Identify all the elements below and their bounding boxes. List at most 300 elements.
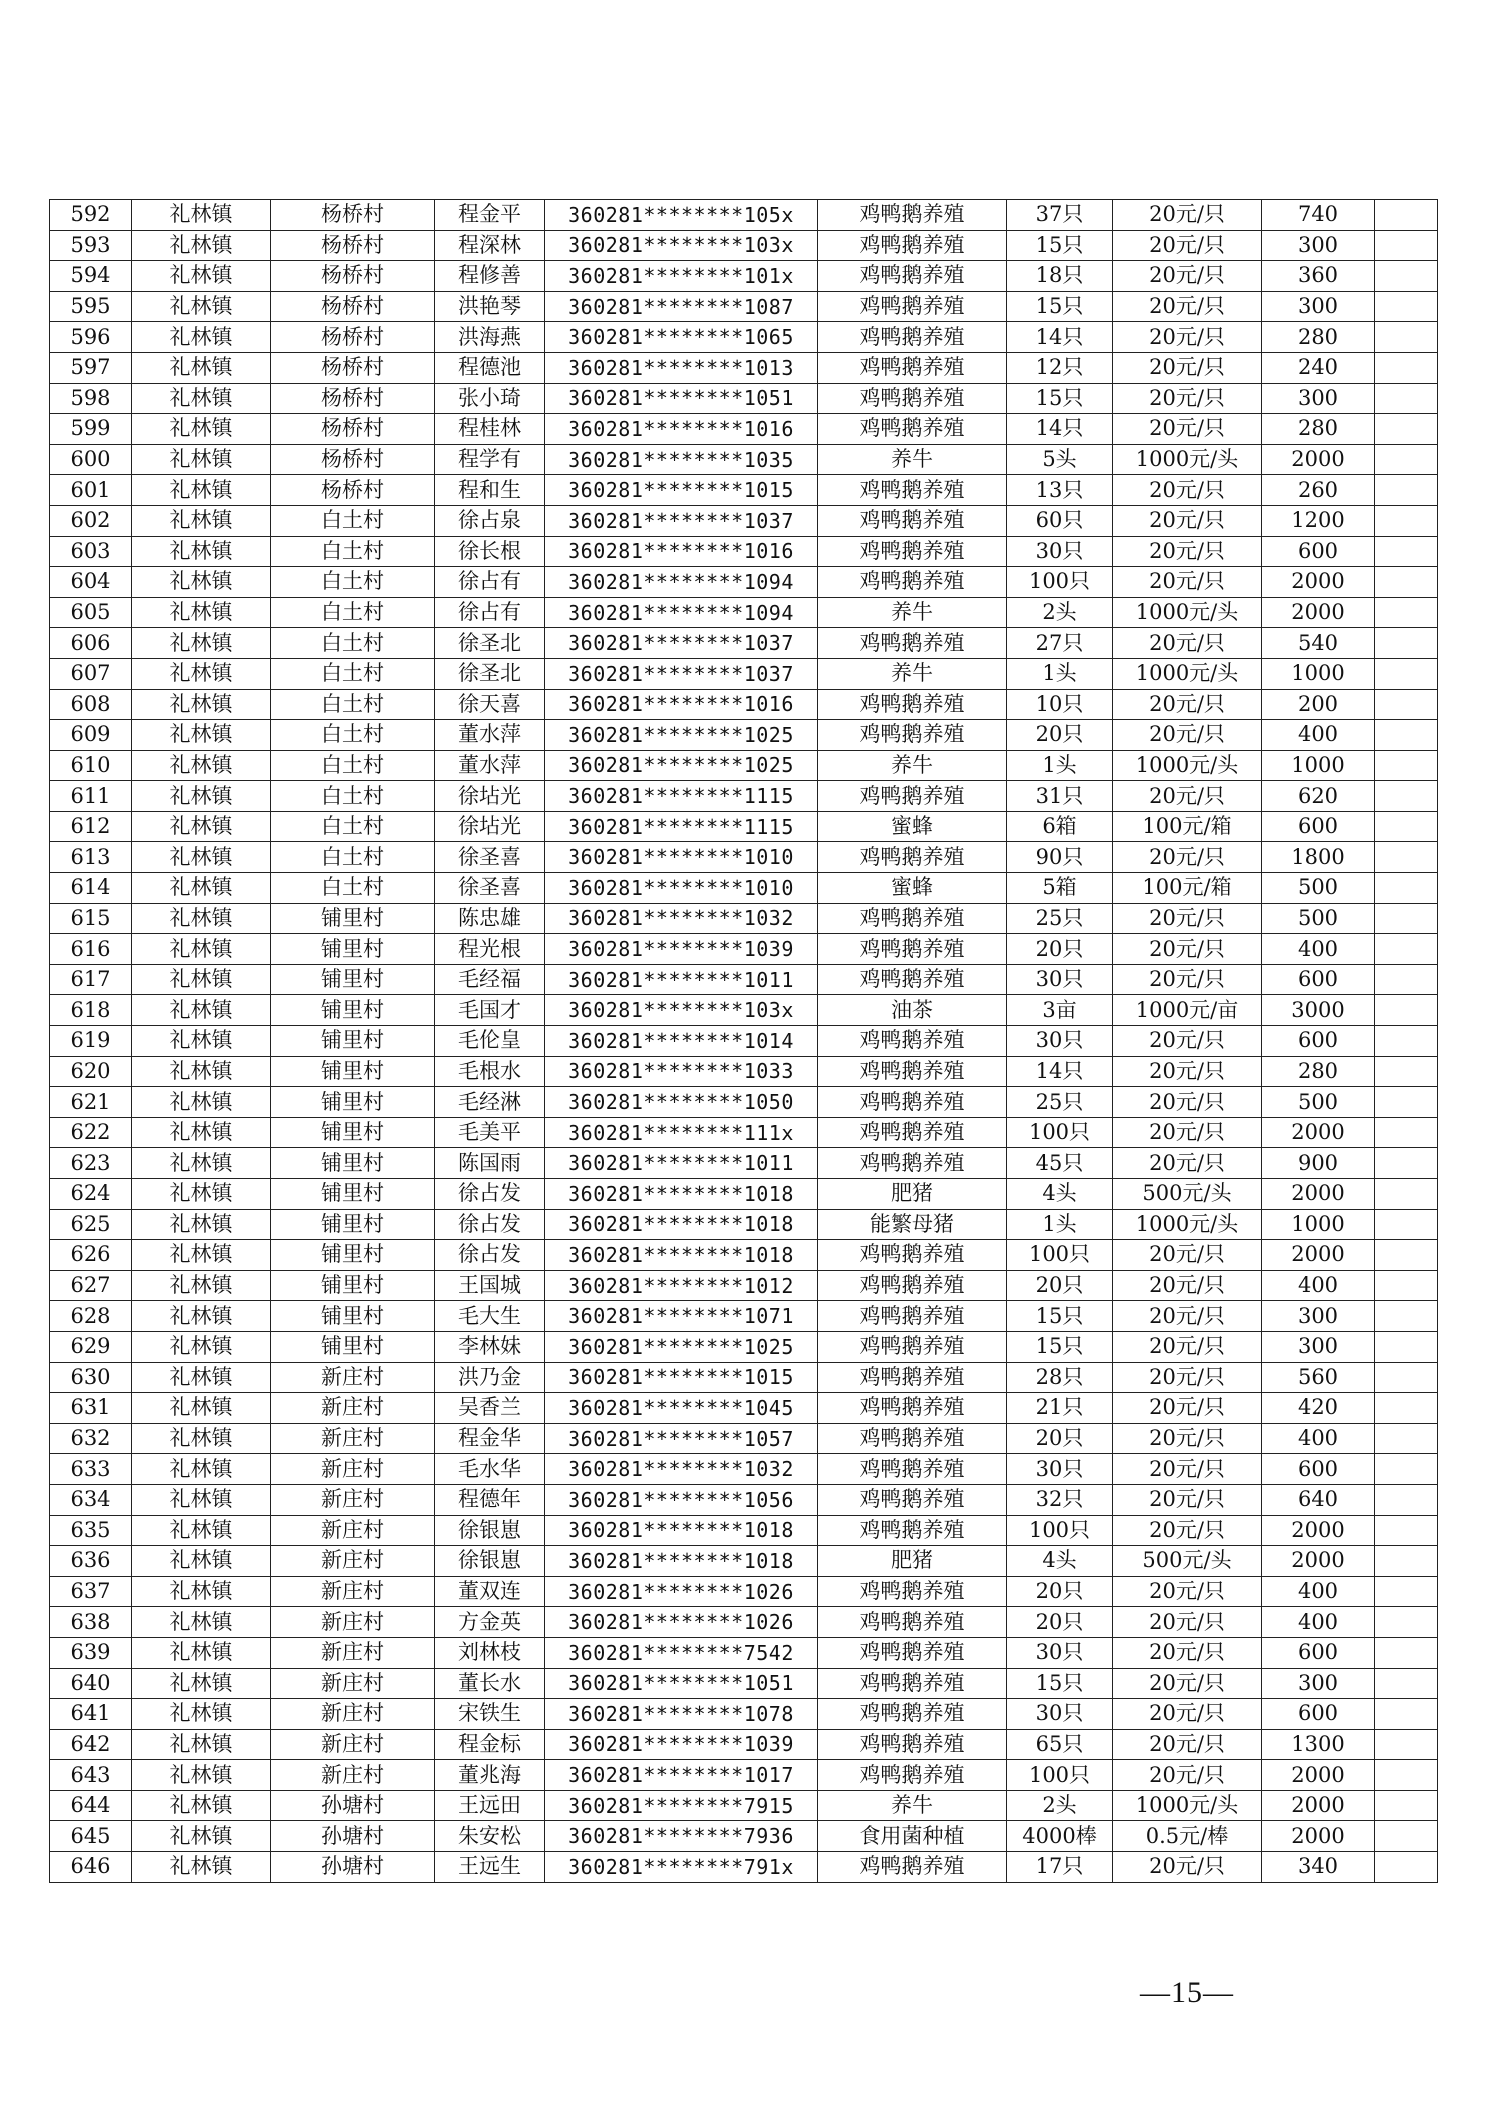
id-number-cell: 360281********1015 (545, 475, 818, 506)
table-row (50, 383, 1438, 414)
project-cell: 鸡鸭鹅养殖 (818, 567, 1007, 598)
village-cell: 新庄村 (271, 1668, 435, 1699)
town-cell: 礼林镇 (132, 1454, 271, 1485)
id-number-cell: 360281********1078 (545, 1699, 818, 1730)
village-cell: 杨桥村 (271, 200, 435, 231)
village-cell: 白土村 (271, 628, 435, 659)
town-cell: 礼林镇 (132, 1607, 271, 1638)
quantity-cell: 18只 (1007, 261, 1113, 292)
quantity-cell: 20只 (1007, 934, 1113, 965)
name-cell: 程德池 (435, 352, 545, 383)
remark-cell (1375, 1362, 1438, 1393)
standard-cell: 20元/只 (1113, 1576, 1262, 1607)
id-number-cell: 360281********1025 (545, 720, 818, 751)
table-row (50, 1423, 1438, 1454)
name-cell: 徐天喜 (435, 689, 545, 720)
village-cell: 杨桥村 (271, 444, 435, 475)
village-cell: 铺里村 (271, 1331, 435, 1362)
remark-cell (1375, 842, 1438, 873)
town-cell: 礼林镇 (132, 1852, 271, 1883)
project-cell: 鸡鸭鹅养殖 (818, 1301, 1007, 1332)
quantity-cell: 14只 (1007, 414, 1113, 445)
remark-cell (1375, 1240, 1438, 1271)
village-cell: 杨桥村 (271, 322, 435, 353)
quantity-cell: 20只 (1007, 1423, 1113, 1454)
id-number-cell: 360281********1056 (545, 1484, 818, 1515)
table-row (50, 352, 1438, 383)
town-cell: 礼林镇 (132, 1729, 271, 1760)
amount-cell: 2000 (1262, 444, 1375, 475)
table-row (50, 1699, 1438, 1730)
id-number-cell: 360281********1032 (545, 1454, 818, 1485)
amount-cell: 740 (1262, 200, 1375, 231)
remark-cell (1375, 444, 1438, 475)
village-cell: 新庄村 (271, 1760, 435, 1791)
table-row (50, 322, 1438, 353)
name-cell: 徐圣喜 (435, 873, 545, 904)
row-number-cell: 618 (50, 995, 132, 1026)
id-number-cell: 360281********1013 (545, 352, 818, 383)
quantity-cell: 30只 (1007, 1454, 1113, 1485)
remark-cell (1375, 567, 1438, 598)
name-cell: 董长水 (435, 1668, 545, 1699)
quantity-cell: 12只 (1007, 352, 1113, 383)
id-number-cell: 360281********1011 (545, 1148, 818, 1179)
project-cell: 蜜蜂 (818, 811, 1007, 842)
village-cell: 白土村 (271, 811, 435, 842)
standard-cell: 20元/只 (1113, 1362, 1262, 1393)
quantity-cell: 25只 (1007, 1087, 1113, 1118)
quantity-cell: 5头 (1007, 444, 1113, 475)
id-number-cell: 360281********1017 (545, 1760, 818, 1791)
id-number-cell: 360281********1057 (545, 1423, 818, 1454)
village-cell: 铺里村 (271, 1209, 435, 1240)
project-cell: 鸡鸭鹅养殖 (818, 1423, 1007, 1454)
row-number-cell: 604 (50, 567, 132, 598)
village-cell: 新庄村 (271, 1515, 435, 1546)
remark-cell (1375, 720, 1438, 751)
project-cell: 鸡鸭鹅养殖 (818, 200, 1007, 231)
name-cell: 程金华 (435, 1423, 545, 1454)
table-row (50, 934, 1438, 965)
name-cell: 毛大生 (435, 1301, 545, 1332)
id-number-cell: 360281********1051 (545, 383, 818, 414)
project-cell: 鸡鸭鹅养殖 (818, 1148, 1007, 1179)
table-row (50, 414, 1438, 445)
amount-cell: 400 (1262, 1576, 1375, 1607)
amount-cell: 600 (1262, 1026, 1375, 1057)
amount-cell: 2000 (1262, 1760, 1375, 1791)
standard-cell: 1000元/头 (1113, 444, 1262, 475)
project-cell: 养牛 (818, 444, 1007, 475)
project-cell: 养牛 (818, 658, 1007, 689)
project-cell: 鸡鸭鹅养殖 (818, 1454, 1007, 1485)
standard-cell: 20元/只 (1113, 1423, 1262, 1454)
village-cell: 新庄村 (271, 1454, 435, 1485)
standard-cell: 20元/只 (1113, 964, 1262, 995)
village-cell: 白土村 (271, 505, 435, 536)
subsidy-table (49, 199, 1438, 1883)
id-number-cell: 360281********7915 (545, 1790, 818, 1821)
row-number-cell: 629 (50, 1331, 132, 1362)
row-number-cell: 619 (50, 1026, 132, 1057)
village-cell: 白土村 (271, 658, 435, 689)
table-row (50, 873, 1438, 904)
name-cell: 毛伦皇 (435, 1026, 545, 1057)
project-cell: 鸡鸭鹅养殖 (818, 1331, 1007, 1362)
table-row (50, 1179, 1438, 1210)
village-cell: 白土村 (271, 750, 435, 781)
amount-cell: 600 (1262, 536, 1375, 567)
standard-cell: 20元/只 (1113, 536, 1262, 567)
quantity-cell: 15只 (1007, 230, 1113, 261)
id-number-cell: 360281********1037 (545, 505, 818, 536)
row-number-cell: 597 (50, 352, 132, 383)
quantity-cell: 2头 (1007, 597, 1113, 628)
amount-cell: 2000 (1262, 1117, 1375, 1148)
amount-cell: 300 (1262, 230, 1375, 261)
row-number-cell: 642 (50, 1729, 132, 1760)
name-cell: 毛美平 (435, 1117, 545, 1148)
project-cell: 鸡鸭鹅养殖 (818, 475, 1007, 506)
quantity-cell: 6箱 (1007, 811, 1113, 842)
village-cell: 新庄村 (271, 1729, 435, 1760)
town-cell: 礼林镇 (132, 291, 271, 322)
project-cell: 鸡鸭鹅养殖 (818, 1852, 1007, 1883)
remark-cell (1375, 261, 1438, 292)
village-cell: 孙塘村 (271, 1790, 435, 1821)
remark-cell (1375, 811, 1438, 842)
name-cell: 程桂林 (435, 414, 545, 445)
row-number-cell: 611 (50, 781, 132, 812)
id-number-cell: 360281********1025 (545, 750, 818, 781)
id-number-cell: 360281********1018 (545, 1209, 818, 1240)
project-cell: 鸡鸭鹅养殖 (818, 1240, 1007, 1271)
project-cell: 鸡鸭鹅养殖 (818, 261, 1007, 292)
amount-cell: 280 (1262, 322, 1375, 353)
name-cell: 程和生 (435, 475, 545, 506)
table-row (50, 230, 1438, 261)
town-cell: 礼林镇 (132, 1209, 271, 1240)
name-cell: 陈忠雄 (435, 903, 545, 934)
amount-cell: 1000 (1262, 750, 1375, 781)
quantity-cell: 28只 (1007, 1362, 1113, 1393)
row-number-cell: 620 (50, 1056, 132, 1087)
name-cell: 董水萍 (435, 720, 545, 751)
amount-cell: 600 (1262, 964, 1375, 995)
remark-cell (1375, 1179, 1438, 1210)
row-number-cell: 626 (50, 1240, 132, 1271)
remark-cell (1375, 1546, 1438, 1577)
quantity-cell: 20只 (1007, 1607, 1113, 1638)
id-number-cell: 360281********103x (545, 230, 818, 261)
row-number-cell: 593 (50, 230, 132, 261)
project-cell: 鸡鸭鹅养殖 (818, 383, 1007, 414)
row-number-cell: 635 (50, 1515, 132, 1546)
standard-cell: 20元/只 (1113, 1699, 1262, 1730)
project-cell: 能繁母猪 (818, 1209, 1007, 1240)
name-cell: 吴香兰 (435, 1393, 545, 1424)
project-cell: 鸡鸭鹅养殖 (818, 628, 1007, 659)
remark-cell (1375, 383, 1438, 414)
table-row (50, 536, 1438, 567)
remark-cell (1375, 1637, 1438, 1668)
project-cell: 鸡鸭鹅养殖 (818, 230, 1007, 261)
quantity-cell: 31只 (1007, 781, 1113, 812)
quantity-cell: 20只 (1007, 1270, 1113, 1301)
quantity-cell: 1头 (1007, 750, 1113, 781)
project-cell: 鸡鸭鹅养殖 (818, 414, 1007, 445)
village-cell: 铺里村 (271, 934, 435, 965)
quantity-cell: 20只 (1007, 1576, 1113, 1607)
village-cell: 铺里村 (271, 1301, 435, 1332)
row-number-cell: 628 (50, 1301, 132, 1332)
project-cell: 鸡鸭鹅养殖 (818, 1729, 1007, 1760)
row-number-cell: 646 (50, 1852, 132, 1883)
remark-cell (1375, 1393, 1438, 1424)
remark-cell (1375, 1607, 1438, 1638)
remark-cell (1375, 322, 1438, 353)
project-cell: 鸡鸭鹅养殖 (818, 934, 1007, 965)
village-cell: 杨桥村 (271, 383, 435, 414)
project-cell: 鸡鸭鹅养殖 (818, 1362, 1007, 1393)
id-number-cell: 360281********1026 (545, 1576, 818, 1607)
quantity-cell: 30只 (1007, 1026, 1113, 1057)
town-cell: 礼林镇 (132, 658, 271, 689)
quantity-cell: 90只 (1007, 842, 1113, 873)
name-cell: 徐圣北 (435, 628, 545, 659)
remark-cell (1375, 200, 1438, 231)
standard-cell: 20元/只 (1113, 1637, 1262, 1668)
standard-cell: 20元/只 (1113, 1668, 1262, 1699)
id-number-cell: 360281********1025 (545, 1331, 818, 1362)
amount-cell: 600 (1262, 1699, 1375, 1730)
village-cell: 杨桥村 (271, 230, 435, 261)
town-cell: 礼林镇 (132, 1699, 271, 1730)
standard-cell: 20元/只 (1113, 1301, 1262, 1332)
remark-cell (1375, 1729, 1438, 1760)
remark-cell (1375, 1056, 1438, 1087)
remark-cell (1375, 1209, 1438, 1240)
row-number-cell: 599 (50, 414, 132, 445)
amount-cell: 280 (1262, 414, 1375, 445)
id-number-cell: 360281********1010 (545, 842, 818, 873)
standard-cell: 500元/头 (1113, 1179, 1262, 1210)
amount-cell: 300 (1262, 383, 1375, 414)
village-cell: 新庄村 (271, 1637, 435, 1668)
table-row (50, 597, 1438, 628)
village-cell: 铺里村 (271, 1148, 435, 1179)
amount-cell: 600 (1262, 811, 1375, 842)
name-cell: 董兆海 (435, 1760, 545, 1791)
row-number-cell: 622 (50, 1117, 132, 1148)
town-cell: 礼林镇 (132, 475, 271, 506)
town-cell: 礼林镇 (132, 261, 271, 292)
town-cell: 礼林镇 (132, 383, 271, 414)
project-cell: 鸡鸭鹅养殖 (818, 1576, 1007, 1607)
remark-cell (1375, 995, 1438, 1026)
quantity-cell: 5箱 (1007, 873, 1113, 904)
standard-cell: 1000元/头 (1113, 658, 1262, 689)
row-number-cell: 637 (50, 1576, 132, 1607)
name-cell: 毛经福 (435, 964, 545, 995)
amount-cell: 2000 (1262, 1240, 1375, 1271)
table-row (50, 903, 1438, 934)
name-cell: 程光根 (435, 934, 545, 965)
row-number-cell: 624 (50, 1179, 132, 1210)
row-number-cell: 641 (50, 1699, 132, 1730)
quantity-cell: 30只 (1007, 1699, 1113, 1730)
amount-cell: 1300 (1262, 1729, 1375, 1760)
village-cell: 铺里村 (271, 964, 435, 995)
name-cell: 程金平 (435, 200, 545, 231)
amount-cell: 640 (1262, 1484, 1375, 1515)
amount-cell: 1000 (1262, 658, 1375, 689)
id-number-cell: 360281********1035 (545, 444, 818, 475)
project-cell: 肥猪 (818, 1546, 1007, 1577)
town-cell: 礼林镇 (132, 1087, 271, 1118)
village-cell: 铺里村 (271, 995, 435, 1026)
table-row (50, 1760, 1438, 1791)
name-cell: 毛国才 (435, 995, 545, 1026)
project-cell: 鸡鸭鹅养殖 (818, 1668, 1007, 1699)
village-cell: 新庄村 (271, 1393, 435, 1424)
village-cell: 白土村 (271, 689, 435, 720)
standard-cell: 20元/只 (1113, 1729, 1262, 1760)
table-row (50, 1056, 1438, 1087)
table-row (50, 1729, 1438, 1760)
name-cell: 徐银崽 (435, 1515, 545, 1546)
table-row (50, 1852, 1438, 1883)
standard-cell: 20元/只 (1113, 200, 1262, 231)
table-row (50, 1362, 1438, 1393)
row-number-cell: 598 (50, 383, 132, 414)
project-cell: 鸡鸭鹅养殖 (818, 689, 1007, 720)
id-number-cell: 360281********1026 (545, 1607, 818, 1638)
amount-cell: 400 (1262, 934, 1375, 965)
id-number-cell: 360281********1018 (545, 1515, 818, 1546)
row-number-cell: 627 (50, 1270, 132, 1301)
standard-cell: 20元/只 (1113, 1240, 1262, 1271)
town-cell: 礼林镇 (132, 536, 271, 567)
remark-cell (1375, 689, 1438, 720)
amount-cell: 2000 (1262, 1179, 1375, 1210)
village-cell: 白土村 (271, 873, 435, 904)
town-cell: 礼林镇 (132, 1301, 271, 1332)
village-cell: 杨桥村 (271, 291, 435, 322)
name-cell: 徐坫光 (435, 781, 545, 812)
id-number-cell: 360281********1016 (545, 414, 818, 445)
town-cell: 礼林镇 (132, 1179, 271, 1210)
project-cell: 鸡鸭鹅养殖 (818, 842, 1007, 873)
standard-cell: 20元/只 (1113, 414, 1262, 445)
id-number-cell: 360281********1037 (545, 628, 818, 659)
amount-cell: 400 (1262, 720, 1375, 751)
name-cell: 毛经淋 (435, 1087, 545, 1118)
quantity-cell: 3亩 (1007, 995, 1113, 1026)
quantity-cell: 13只 (1007, 475, 1113, 506)
town-cell: 礼林镇 (132, 873, 271, 904)
table-row (50, 1546, 1438, 1577)
table-row (50, 1515, 1438, 1546)
id-number-cell: 360281********1010 (545, 873, 818, 904)
town-cell: 礼林镇 (132, 1484, 271, 1515)
row-number-cell: 625 (50, 1209, 132, 1240)
id-number-cell: 360281********1039 (545, 1729, 818, 1760)
amount-cell: 2000 (1262, 1546, 1375, 1577)
remark-cell (1375, 1087, 1438, 1118)
table-row (50, 750, 1438, 781)
town-cell: 礼林镇 (132, 1546, 271, 1577)
name-cell: 王国城 (435, 1270, 545, 1301)
village-cell: 白土村 (271, 842, 435, 873)
town-cell: 礼林镇 (132, 1393, 271, 1424)
village-cell: 铺里村 (271, 903, 435, 934)
page-number: —15— (1140, 1976, 1234, 2009)
table-row (50, 1270, 1438, 1301)
table-row (50, 964, 1438, 995)
quantity-cell: 17只 (1007, 1852, 1113, 1883)
quantity-cell: 45只 (1007, 1148, 1113, 1179)
project-cell: 食用菌种植 (818, 1821, 1007, 1852)
quantity-cell: 100只 (1007, 1240, 1113, 1271)
standard-cell: 20元/只 (1113, 230, 1262, 261)
remark-cell (1375, 1117, 1438, 1148)
standard-cell: 1000元/头 (1113, 597, 1262, 628)
row-number-cell: 607 (50, 658, 132, 689)
row-number-cell: 634 (50, 1484, 132, 1515)
table-row (50, 1087, 1438, 1118)
amount-cell: 560 (1262, 1362, 1375, 1393)
row-number-cell: 640 (50, 1668, 132, 1699)
name-cell: 洪艳琴 (435, 291, 545, 322)
quantity-cell: 4头 (1007, 1546, 1113, 1577)
row-number-cell: 601 (50, 475, 132, 506)
name-cell: 程深林 (435, 230, 545, 261)
amount-cell: 500 (1262, 1087, 1375, 1118)
town-cell: 礼林镇 (132, 1148, 271, 1179)
town-cell: 礼林镇 (132, 1576, 271, 1607)
amount-cell: 240 (1262, 352, 1375, 383)
id-number-cell: 360281********1051 (545, 1668, 818, 1699)
project-cell: 鸡鸭鹅养殖 (818, 1270, 1007, 1301)
quantity-cell: 10只 (1007, 689, 1113, 720)
village-cell: 铺里村 (271, 1240, 435, 1271)
quantity-cell: 2头 (1007, 1790, 1113, 1821)
table-row (50, 842, 1438, 873)
standard-cell: 1000元/亩 (1113, 995, 1262, 1026)
amount-cell: 280 (1262, 1056, 1375, 1087)
town-cell: 礼林镇 (132, 322, 271, 353)
name-cell: 徐长根 (435, 536, 545, 567)
quantity-cell: 20只 (1007, 720, 1113, 751)
standard-cell: 20元/只 (1113, 505, 1262, 536)
amount-cell: 1800 (1262, 842, 1375, 873)
table-row (50, 658, 1438, 689)
row-number-cell: 639 (50, 1637, 132, 1668)
remark-cell (1375, 414, 1438, 445)
town-cell: 礼林镇 (132, 934, 271, 965)
remark-cell (1375, 1760, 1438, 1791)
table-row (50, 444, 1438, 475)
standard-cell: 20元/只 (1113, 1270, 1262, 1301)
amount-cell: 400 (1262, 1270, 1375, 1301)
name-cell: 毛根水 (435, 1056, 545, 1087)
quantity-cell: 100只 (1007, 567, 1113, 598)
id-number-cell: 360281********1014 (545, 1026, 818, 1057)
id-number-cell: 360281********1018 (545, 1546, 818, 1577)
name-cell: 程学有 (435, 444, 545, 475)
